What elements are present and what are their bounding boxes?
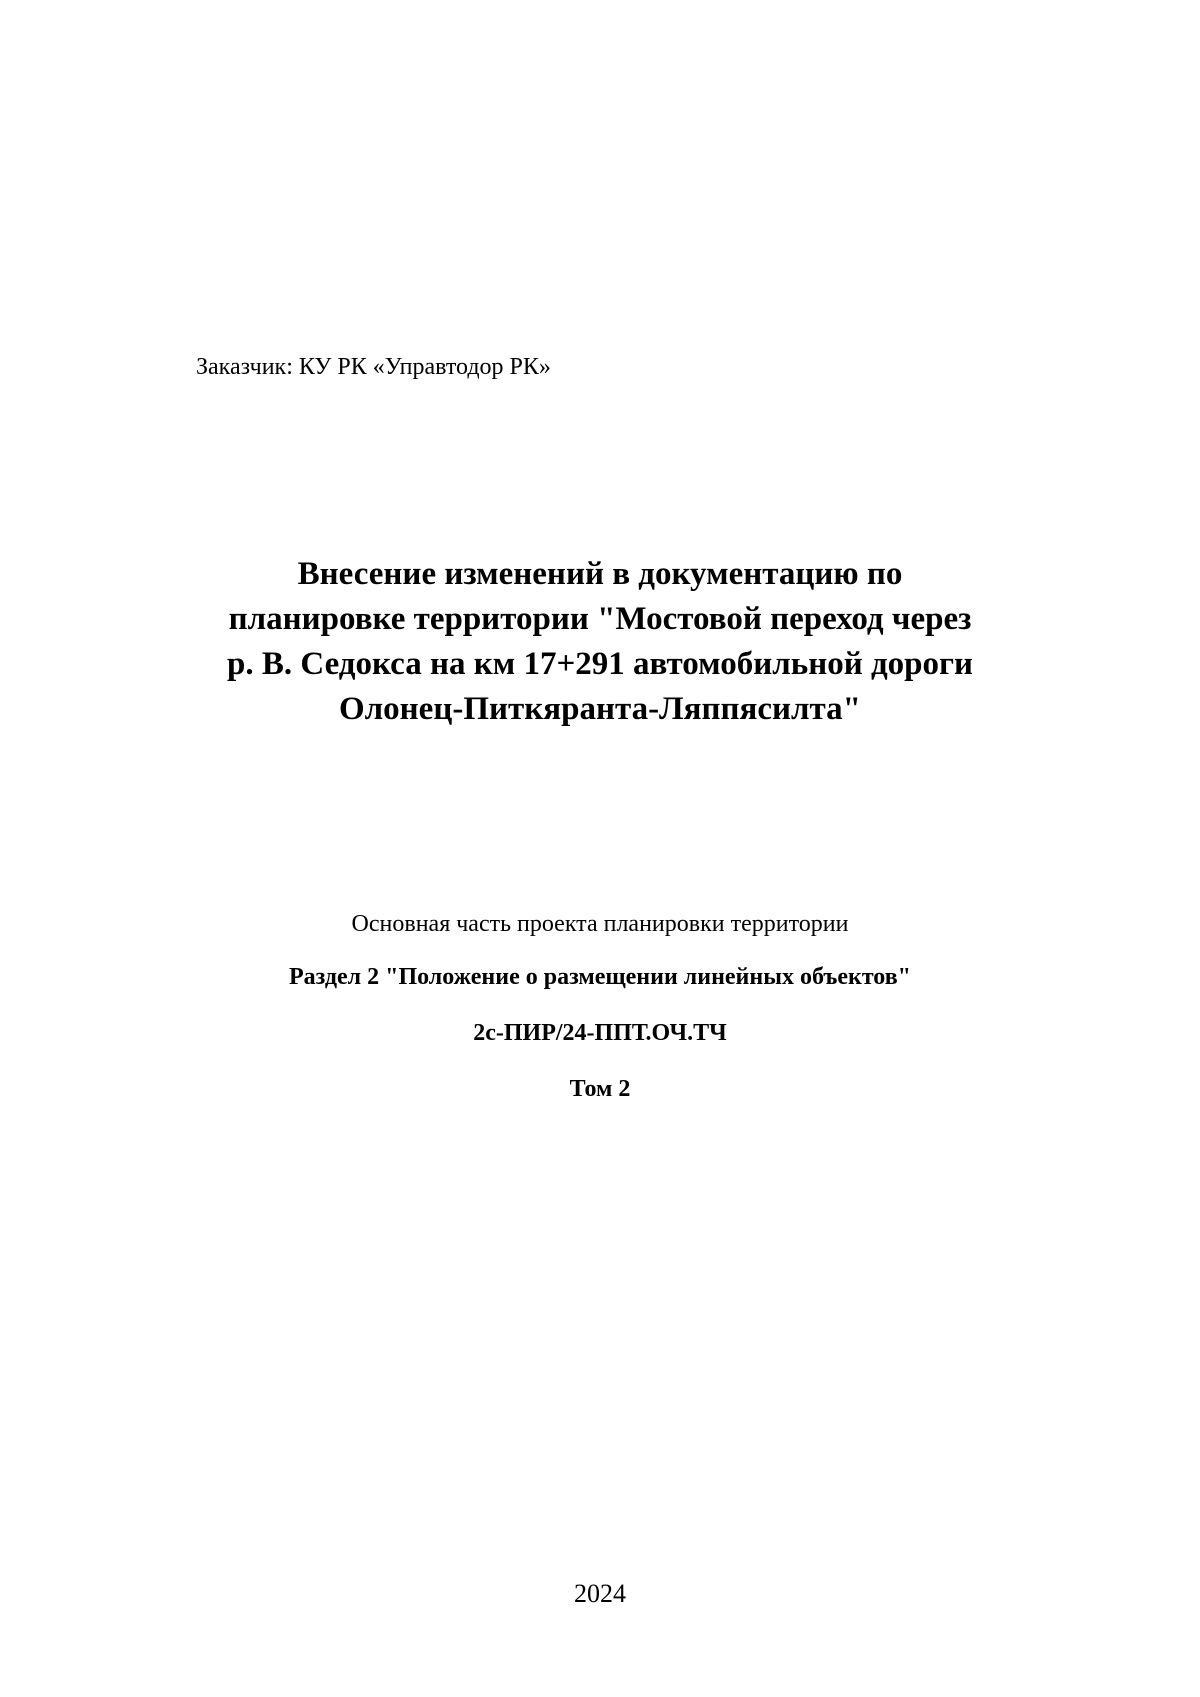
section-title: Раздел 2 "Положение о размещении линейных объектов" — [289, 964, 911, 990]
title-line: р. В. Седокса на км 17+291 автомобильной дороги — [226, 646, 974, 682]
title-line: планировке территории "Мостовой переход через — [228, 601, 972, 637]
title-line: Олонец-Питкяранта-Ляппясилта" — [338, 691, 861, 727]
document-title — [100, 552, 1100, 732]
document-year: 2024 — [574, 1579, 626, 1608]
title-line: Внесение изменений в документацию по — [297, 556, 903, 592]
project-part-label: Основная часть проекта планировки территории — [351, 911, 849, 937]
volume-label: Том 2 — [569, 1076, 631, 1102]
document-code: 2с-ПИР/24-ППТ.ОЧ.ТЧ — [473, 1020, 727, 1046]
customer-line: Заказчик: КУ РК «Управтодор РК» — [196, 354, 551, 380]
